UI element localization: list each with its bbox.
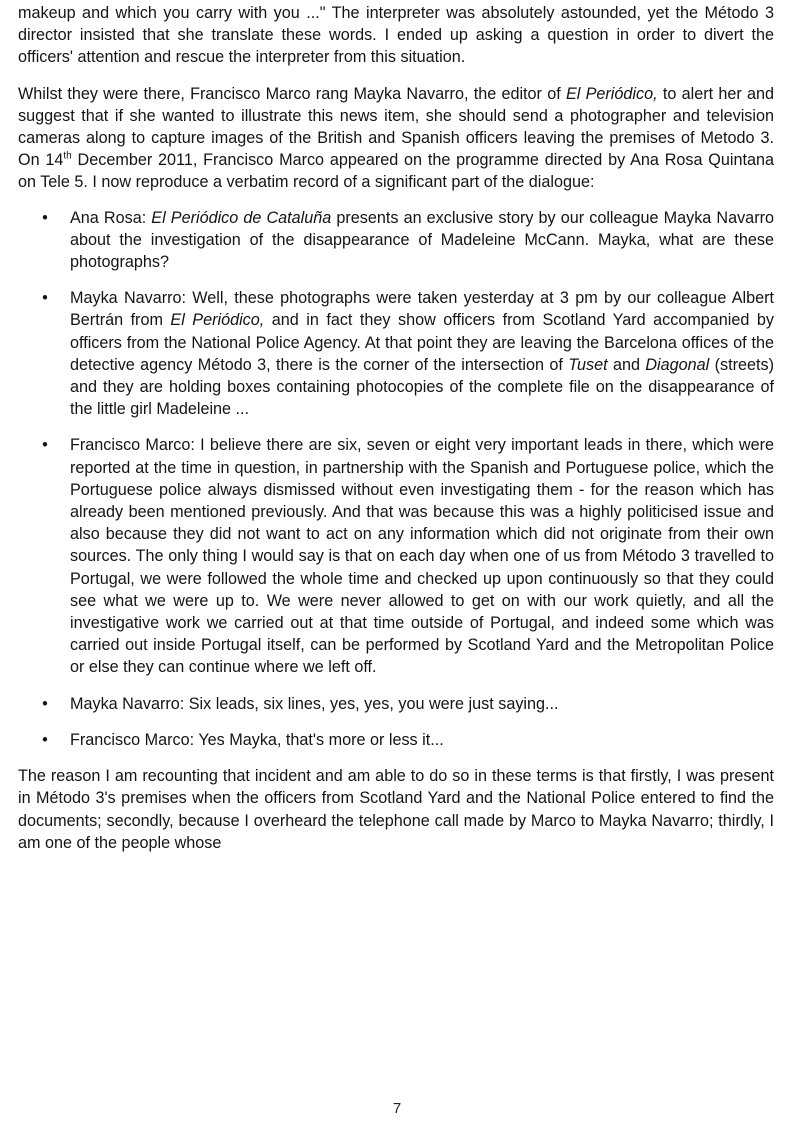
paragraph-whilst-text-a: Whilst they were there, Francisco Marco rang Mayka Navarro, the editor of	[18, 84, 566, 103]
ordinal-suffix: th	[63, 150, 72, 162]
paragraph-whilst-text-b: to alert her and suggest that if she wanted to illustrate this news item, she should send a photographer and television cameras along to capture images of the British and Spanish officers leaving the premises of Metodo 3. On 14	[18, 84, 775, 170]
dialogue-text-d: (streets) and they are holding boxes containing photocopies of the complete file on the disappearance of the little girl Madeleine ...	[70, 355, 774, 419]
bullet-icon: •	[42, 436, 48, 455]
dialogue-item-francisco-2	[18, 729, 774, 751]
bullet-icon: •	[42, 289, 48, 308]
dialogue-item-ana-rosa	[18, 207, 774, 274]
dialogue-text: Francisco Marco: Yes Mayka, that's more or less it...	[70, 730, 444, 749]
dialogue-list	[18, 207, 774, 751]
street-name: Diagonal	[645, 355, 710, 374]
street-name: Tuset	[568, 355, 608, 374]
dialogue-text: Francisco Marco: I believe there are six, seven or eight very important leads in there, which were reported at the time in question, in partnership with the Spanish and Portuguese police, which the Portuguese police always dismissed without even investigating them - for the reason which has already been mentioned previously. And that was because this was a highly politicised issue and also because they did not want to act on any information which did not originate from their own sources. The only thing I would say is that on each day when one of us from Método 3 travelled to Portugal, we were followed the whole time and checked up upon continuously so that they could see what we were up to. We were never allowed to get on with our work quietly, and all the investigative work we carried out at that time outside of Portugal, and indeed some which was carried out inside Portugal itself, can be performed by Scotland Yard and the Metropolitan Police or else they can continue where we left off.	[70, 436, 774, 677]
dialogue-item-francisco-1	[18, 434, 774, 678]
bullet-icon: •	[42, 694, 48, 713]
dialogue-text-b: and in fact they show officers from Scotland Yard accompanied by officers from the National Police Agency. At that point they are leaving the Barcelona offices of the detective agency Método 3, there is the corner of the intersection of	[70, 311, 774, 374]
dialogue-item-mayka-1	[18, 287, 774, 420]
dialogue-text: Mayka Navarro: Six leads, six lines, yes, yes, you were just saying...	[70, 694, 559, 713]
newspaper-name: El Periódico,	[565, 84, 658, 103]
document-page	[18, 0, 774, 854]
paragraph-opening: makeup and which you carry with you ..." The interpreter was absolutely astounded, yet the Método 3 director insisted that she translate these words. I ended up asking a question in order to divert the officers' attention and rescue the interpreter from this situation.	[18, 4, 774, 67]
newspaper-name: El Periódico de Cataluña	[151, 208, 332, 227]
dialogue-text-b: presents an exclusive story by our colleague Mayka Navarro about the investigation of the disappearance of Madeleine McCann. Mayka, what are these photographs?	[70, 208, 774, 272]
dialogue-text-c: and	[607, 355, 646, 374]
newspaper-name: El Periódico,	[170, 311, 265, 330]
dialogue-text-a: Ana Rosa:	[70, 208, 152, 227]
paragraph-whilst-text-c: December 2011, Francisco Marco appeared on the programme directed by Ana Rosa Quintana on Tele 5. I now reproduce a verbatim record of a significant part of the dialogue:	[18, 151, 774, 192]
dialogue-item-mayka-2	[18, 693, 774, 715]
dialogue-text-a: Mayka Navarro: Well, these photographs were taken yesterday at 3 pm by our colleague Albert Bertrán from	[70, 289, 774, 330]
bullet-icon: •	[42, 208, 48, 227]
paragraph-whilst	[18, 83, 774, 194]
paragraph-reason: The reason I am recounting that incident and am able to do so in these terms is that firstly, I was present in Método 3's premises when the officers from Scotland Yard and the National Police entered to find the documents; secondly, because I overheard the telephone call made by Marco to Mayka Navarro; thirdly, I am one of the people whose	[18, 767, 774, 852]
page-number: 7	[392, 1100, 402, 1117]
bullet-icon: •	[42, 730, 48, 749]
